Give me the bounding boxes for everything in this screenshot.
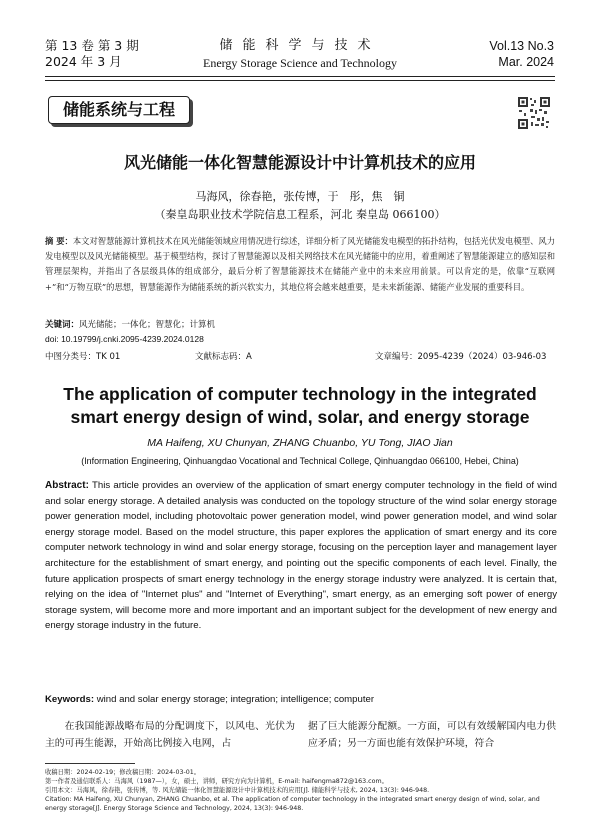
date-en: Mar. 2024 <box>498 55 554 69</box>
qr-code-icon <box>517 96 551 130</box>
footnote-rule <box>45 763 135 764</box>
authors-en: MA Haifeng, XU Chunyan, ZHANG Chuanbo, YU Tong, JIAO Jian <box>147 437 453 449</box>
header-rule-thin <box>45 80 555 81</box>
keywords-en <box>45 694 557 705</box>
footnote-citation-cn: 引用本文：马海风，徐春艳，张传博，等. 风光储能一体化智慧能源设计中计算机技术的应用[J]. 储能科学与技术, 2024, 13(3): 946-948. <box>45 787 430 794</box>
abstract-en-text: This article provides an overview of the application of smart energy computer technology in the field of wind and solar energy storage. A detailed analysis was conducted on the topology structure of the wind solar energy storage power generation model, including photovoltaic power generation model, wind power generation model, and wind solar energy storage model. Based on the model structure, this paper explores the application of smart energy and its core computer network technology in wind and solar energy storage, focusing on the perception layer and management layer architecture for the establishment of smart energy, and pointing out the specific components of each level. Finally, the future application prospects of smart energy technology in the energy storage industry were analyzed. It is certain that, relying on the idea of "Internet plus" and "Internet of Everything", smart energy, as an emerging soft power of energy storage system, will become more and more important and an important subject for the development of new energy and energy storage industry in the future. <box>45 480 557 632</box>
header-rule <box>45 76 555 77</box>
footnote-author: 第一作者及通信联系人：马海风（1987—），女，硕士，讲师，研究方向为计算机，E-mail: haifengma872@163.com。 <box>45 778 388 785</box>
journal-name <box>150 38 450 72</box>
authors-cn: 马海风，徐春艳，张传博，于 彤，焦 铜 <box>195 190 405 203</box>
section-label: 储能系统与工程 <box>48 96 190 124</box>
body-column-left: 在我国能源战略布局的分配调度下，以风电、光伏为主的可再生能源，开始高比例接入电网，占 <box>45 721 295 749</box>
footnotes <box>45 768 557 813</box>
abstract-cn <box>45 234 555 295</box>
abstract-cn-text: 本文对智慧能源计算机技术在风光储能领域应用情况进行综述，详细分析了风光储能发电模型的拓扑结构，包括光伏发电模型、风力发电模型以及风光储能模型。基于模型结构，探讨了智慧能源以及相关网络技术在风光储能中的应用，着重阐述了智慧能源建立的感知层和管理层架构，并指出了各层级具体的组成部分，最后分析了智慧能源技术在储能产业中的未来应用前景。可以肯定的是，依靠“互联网+”和“万物互联”的思想，智慧能源作为储能系统的新兴软实力，其地位将会越来越重要，是未来新能源、储能产业发展的重要科目。 <box>45 236 556 292</box>
keywords-en-text: wind and solar energy storage; integration; intelligence; computer <box>96 694 375 705</box>
header-volume-info <box>45 38 139 70</box>
affiliation-cn: （秦皇岛职业技术学院信息工程系，河北 秦皇岛 066100） <box>154 208 446 221</box>
keywords-cn-text: 风光储能；一体化；智慧化；计算机 <box>79 320 216 330</box>
header-volume-info-en <box>489 38 554 70</box>
date-cn: 2024 年 3 月 <box>45 54 122 69</box>
volume-cn: 第 13 卷 第 3 期 <box>45 38 139 53</box>
abstract-en-label: Abstract: <box>45 480 89 491</box>
keywords-cn-label: 关键词： <box>45 320 80 330</box>
affiliation-en: (Information Engineering, Qinhuangdao Vocational and Technical College, Qinhuangdao 066100, Hebei, China) <box>81 456 519 466</box>
journal-name-en: Energy Storage Science and Technology <box>203 56 397 70</box>
footnote-received: 收稿日期：2024-02-19；修改稿日期：2024-03-01。 <box>45 769 201 776</box>
footnote-citation-en: Citation: MA Haifeng, XU Chunyan, ZHANG Chuanbo, et al. The application of computer technology in the integrated smart energy design of wind, solar, and energy storage[J]. Energy Storage Science and Technology, 2024, 13(3): 946-948. <box>45 796 540 812</box>
body-column-right: 据了巨大能源分配额。一方面，可以有效缓解国内电力供应矛盾；另一方面也能有效保护环境，符合 <box>308 721 556 749</box>
journal-name-cn: 储能科学与技术 <box>219 38 381 53</box>
article-number: 文章编号：2095-4239（2024）03-946-03 <box>375 352 547 362</box>
article-title-cn: 风光储能一体化智慧能源设计中计算机技术的应用 <box>123 153 476 172</box>
doi: doi: 10.19799/j.cnki.2095-4239.2024.0128 <box>45 334 204 344</box>
abstract-en <box>45 478 557 634</box>
volume-en: Vol.13 No.3 <box>489 39 554 53</box>
document-code: 文献标志码：A <box>195 352 252 362</box>
keywords-en-label: Keywords: <box>45 694 95 705</box>
abstract-cn-label: 摘 要： <box>45 236 73 246</box>
clc-number: 中图分类号：TK 01 <box>45 352 121 362</box>
article-title-en: The application of computer technology in the integrated smart energy design of wind, solar, and energy storage <box>63 384 537 427</box>
keywords-cn <box>45 318 555 332</box>
